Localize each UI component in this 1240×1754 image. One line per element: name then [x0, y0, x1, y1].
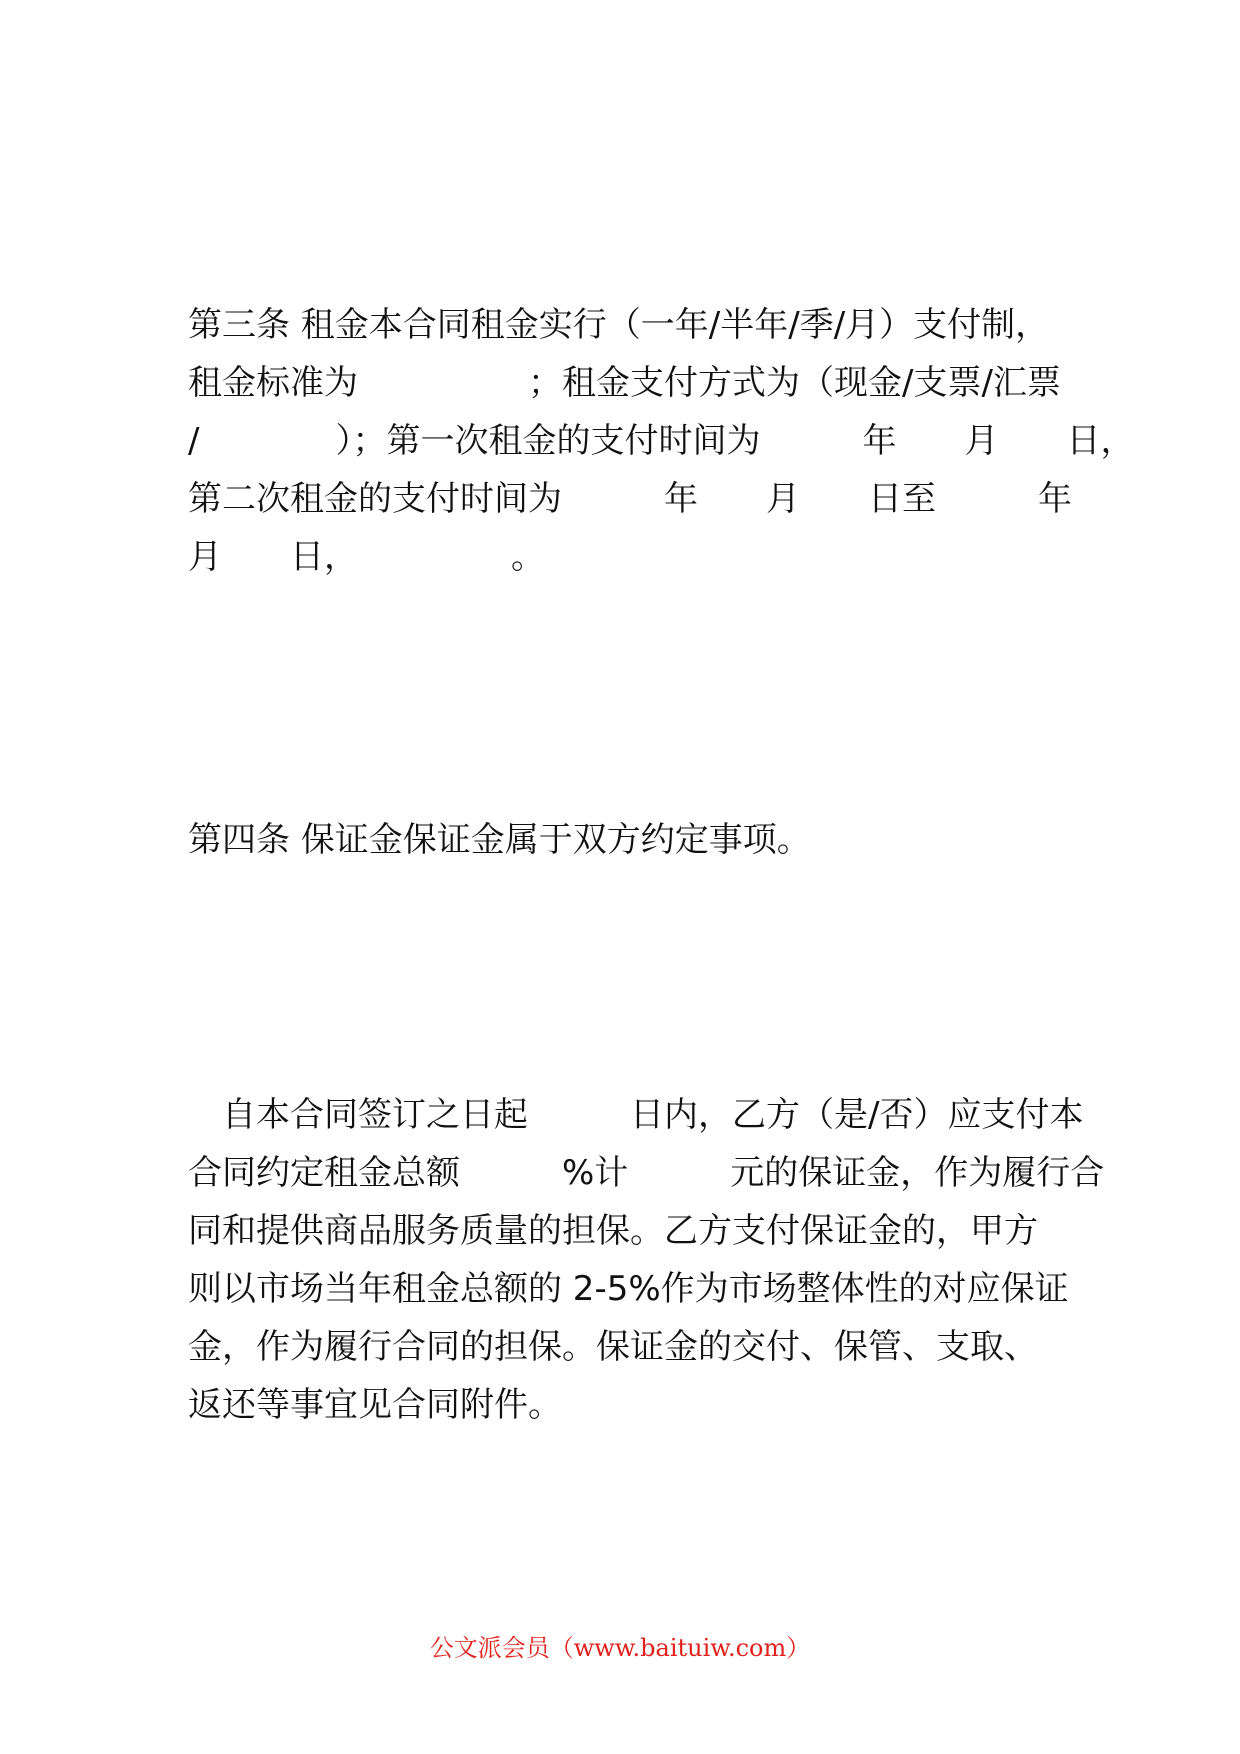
paragraph-line-1: 自本合同签订之日起 日内，乙方（是/否）应支付本	[222, 1095, 1084, 1135]
paragraph-line-4: 则以市场当年租金总额的 2-5%作为市场整体性的对应保证	[188, 1269, 1069, 1309]
paragraph-line-6: 返还等事宜见合同附件。	[188, 1385, 562, 1425]
article-3-line-2: 租金标准为 ；租金支付方式为（现金/支票/汇票	[188, 363, 1061, 403]
article-4-heading: 第四条 保证金保证金属于双方约定事项。	[188, 820, 811, 860]
paragraph-line-2: 合同约定租金总额 %计 元的保证金，作为履行合	[188, 1153, 1105, 1193]
article-3-line-3: / ）；第一次租金的支付时间为 年 月 日，	[188, 421, 1135, 461]
paragraph-line-5: 金，作为履行合同的担保。保证金的交付、保管、支取、	[188, 1327, 1038, 1367]
article-3-line-4: 第二次租金的支付时间为 年 月 日至 年	[188, 479, 1072, 519]
article-3-line-1: 第三条 租金本合同租金实行（一年/半年/季/月）支付制，	[188, 305, 1050, 345]
footer-watermark: 公文派会员（www.baituiw.com）	[429, 1634, 811, 1662]
article-3-line-5: 月 日， 。	[188, 537, 545, 577]
paragraph-line-3: 同和提供商品服务质量的担保。乙方支付保证金的，甲方	[188, 1211, 1038, 1251]
